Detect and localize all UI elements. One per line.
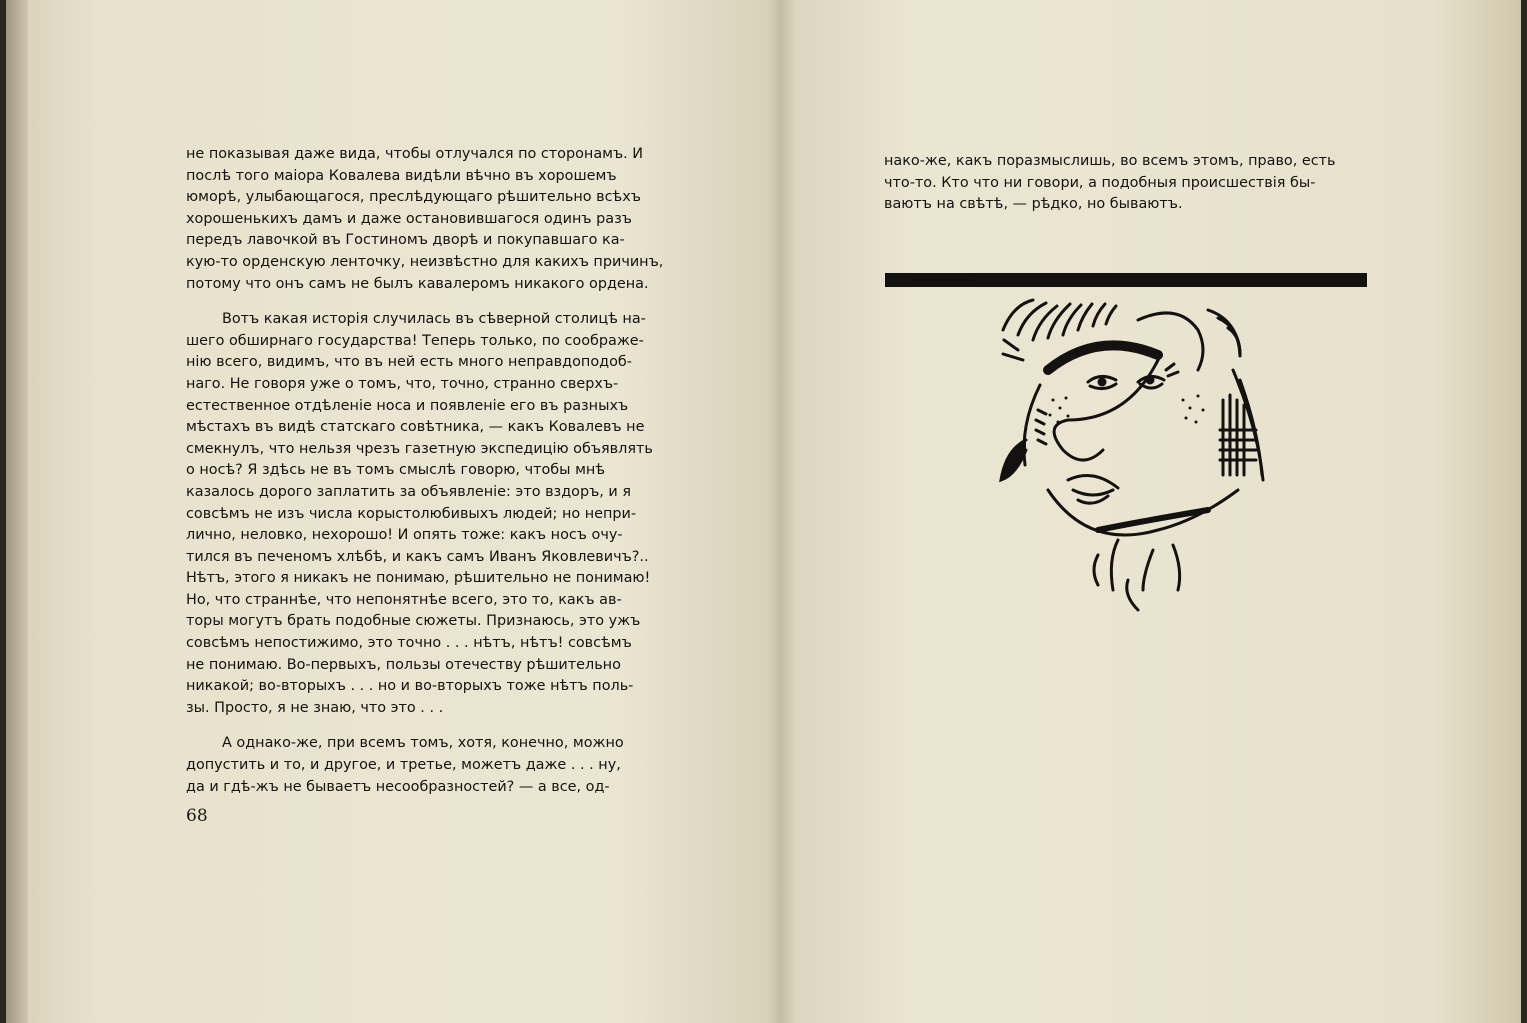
- text-line: смекнулъ, что нельзя чрезъ газетную экспедицію объявлять: [186, 440, 653, 457]
- text-line: естественное отдѣленіе носа и появленіе его въ разныхъ: [186, 397, 629, 414]
- text-line: ваютъ на свѣтѣ, — рѣдко, но бываютъ.: [884, 196, 1183, 213]
- face-illustration: [978, 290, 1308, 620]
- text-line: зы. Просто, я не знаю, что это . . .: [186, 699, 444, 716]
- text-line: лично, неловко, нехорошо! И опять тоже: какъ носъ очу-: [186, 527, 623, 544]
- text-line: шего обширнаго государства! Теперь только, по соображе-: [186, 332, 644, 349]
- text-line: не показывая даже вида, чтобы отлучался по сторонамъ. И: [186, 146, 644, 162]
- text-line: казалось дорого заплатить за объявленіе: это вздоръ, и я: [186, 483, 631, 500]
- text-line: совсѣмъ непостижимо, это точно . . . нѣтъ, нѣтъ! совсѣмъ: [186, 635, 632, 652]
- text-line: нако-же, какъ поразмыслишь, во всемъ этомъ, право, есть: [884, 153, 1336, 169]
- paragraph-3: [186, 733, 692, 798]
- text-line: никакой; во-вторыхъ . . . но и во-вторыхъ тоже нѣтъ поль-: [186, 678, 634, 695]
- text-line: торы могутъ брать подобные сюжеты. Признаюсь, это ужъ: [186, 613, 641, 630]
- text-line: не понимаю. Во-первыхъ, пользы отечеству рѣшительно: [186, 656, 621, 673]
- text-line: да и гдѣ-жъ не бываетъ несообразностей? — а все, од-: [186, 778, 610, 795]
- text-line: допустить и то, и другое, и третье, можетъ даже . . . ну,: [186, 757, 621, 774]
- page-number: 68: [186, 806, 208, 826]
- text-line: мѣстахъ въ видѣ статскаго совѣтника, — какъ Ковалевъ не: [186, 419, 645, 436]
- text-line: передъ лавочкой въ Гостиномъ дворѣ и покупавшаго ка-: [186, 232, 625, 249]
- text-line: послѣ того маіора Ковалева видѣли вѣчно въ хорошемъ: [186, 167, 617, 184]
- text-line: Вотъ какая исторія случилась въ сѣверной столицѣ на-: [222, 311, 646, 328]
- black-rule-divider: [885, 273, 1367, 287]
- paragraph-2: [186, 309, 692, 719]
- text-line: хорошенькихъ дамъ и даже остановившагося одинъ разъ: [186, 210, 632, 227]
- text-line: о носѣ? Я здѣсь не въ томъ смыслѣ говорю, чтобы мнѣ: [186, 462, 606, 479]
- text-line: тился въ печеномъ хлѣбѣ, и какъ самъ Иванъ Яковлевичъ?..: [186, 548, 649, 565]
- text-line: юморѣ, улыбающагося, преслѣдующаго рѣшительно всѣхъ: [186, 189, 641, 206]
- text-line: совсѣмъ не изъ числа корыстолюбивыхъ людей; но непри-: [186, 505, 637, 522]
- left-text-column: [186, 144, 692, 798]
- text-line: кую-то орденскую ленточку, неизвѣстно для какихъ причинъ,: [186, 253, 664, 270]
- text-line: нію всего, видимъ, что въ ней есть много неправдоподоб-: [186, 354, 632, 371]
- text-line: Но, что страннѣе, что непонятнѣе всего, это то, какъ ав-: [186, 591, 622, 608]
- left-page: [6, 0, 778, 1023]
- text-line: наго. Не говоря уже о томъ, что, точно, странно сверхъ-: [186, 375, 619, 392]
- text-line: Нѣтъ, этого я никакъ не понимаю, рѣшительно не понимаю!: [186, 570, 651, 587]
- right-page: [778, 0, 1521, 1023]
- text-line: А однако-же, при всемъ томъ, хотя, конечно, можно: [222, 735, 624, 752]
- right-text-column: [884, 151, 1370, 216]
- book-spread: [6, 0, 1521, 1023]
- text-line: что-то. Кто что ни говори, а подобныя происшествія бы-: [884, 174, 1316, 191]
- text-line: потому что онъ самъ не былъ кавалеромъ никакого ордена.: [186, 275, 649, 292]
- paragraph-1: [186, 144, 692, 295]
